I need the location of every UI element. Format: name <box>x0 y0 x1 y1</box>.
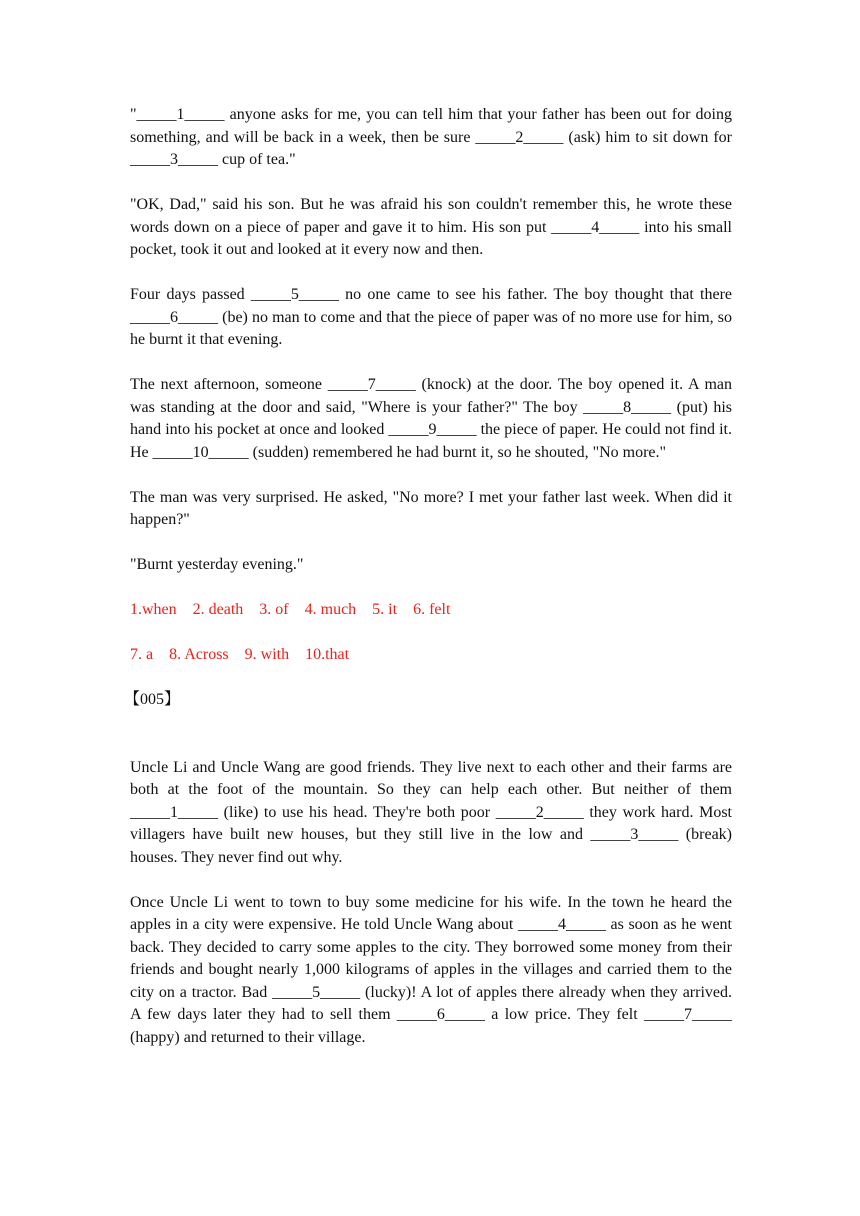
story1-paragraph-3: Four days passed _____5_____ no one came to see his father. The boy thought that there _____6_____ (be) no man to come and that the piece of paper was of no more use for him, so he burnt it that evening. <box>130 286 732 348</box>
story2-paragraph-2: Once Uncle Li went to town to buy some medicine for his wife. In the town he heard the apples in a city were expensive. He told Uncle Wang about _____4_____ as soon as he went back. They decided to carry some apples to the city. They borrowed some money from their friends and bought nearly 1,000 kilograms of apples in the villages and carried them to the city on a tractor. Bad _____5_____ (lucky)! A lot of apples there already when they arrived. A few days later they had to sell them _____6_____ a low price. They felt _____7_____ (happy) and returned to their village. <box>130 893 732 1046</box>
section-number-label: 【005】 <box>124 691 181 708</box>
story2-paragraph-1: Uncle Li and Uncle Wang are good friends. They live next to each other and their farms are both at the foot of the mountain. So they can help each other. But neither of them _____1_____ (like) to use his head. They're both poor _____2_____ they work hard. Most villagers have built new houses, but they still live in the low and _____3_____ (break) houses. They never find out why. <box>130 758 732 866</box>
story1-paragraph-5: The man was very surprised. He asked, "No more? I met your father last week. When did it happen?" <box>130 488 732 528</box>
story1-paragraph-4: The next afternoon, someone _____7_____ (knock) at the door. The boy opened it. A man was standing at the door and said, "Where is your father?" The boy _____8_____ (put) his hand into his pocket at once and looked _____9_____ the piece of paper. He could not find it. He _____10_____ (sudden) remembered he had burnt it, so he shouted, "No more." <box>130 376 732 461</box>
answer-key-line-2: 7. a 8. Across 9. with 10.that <box>130 646 350 663</box>
story1-paragraph-6: "Burnt yesterday evening." <box>130 556 304 573</box>
story1-paragraph-2: "OK, Dad," said his son. But he was afraid his son couldn't remember this, he wrote these words down on a piece of paper and gave it to him. His son put _____4_____ into his small pocket, took it out and looked at it every now and then. <box>130 196 732 258</box>
answer-key-line-1: 1.when 2. death 3. of 4. much 5. it 6. felt <box>130 601 451 618</box>
document-page <box>124 104 732 1072</box>
section-spacer <box>130 734 732 757</box>
story1-paragraph-1: "_____1_____ anyone asks for me, you can tell him that your father has been out for doing something, and will be back in a week, then be sure _____2_____ (ask) him to sit down for _____3_____ cup of tea." <box>130 106 732 168</box>
